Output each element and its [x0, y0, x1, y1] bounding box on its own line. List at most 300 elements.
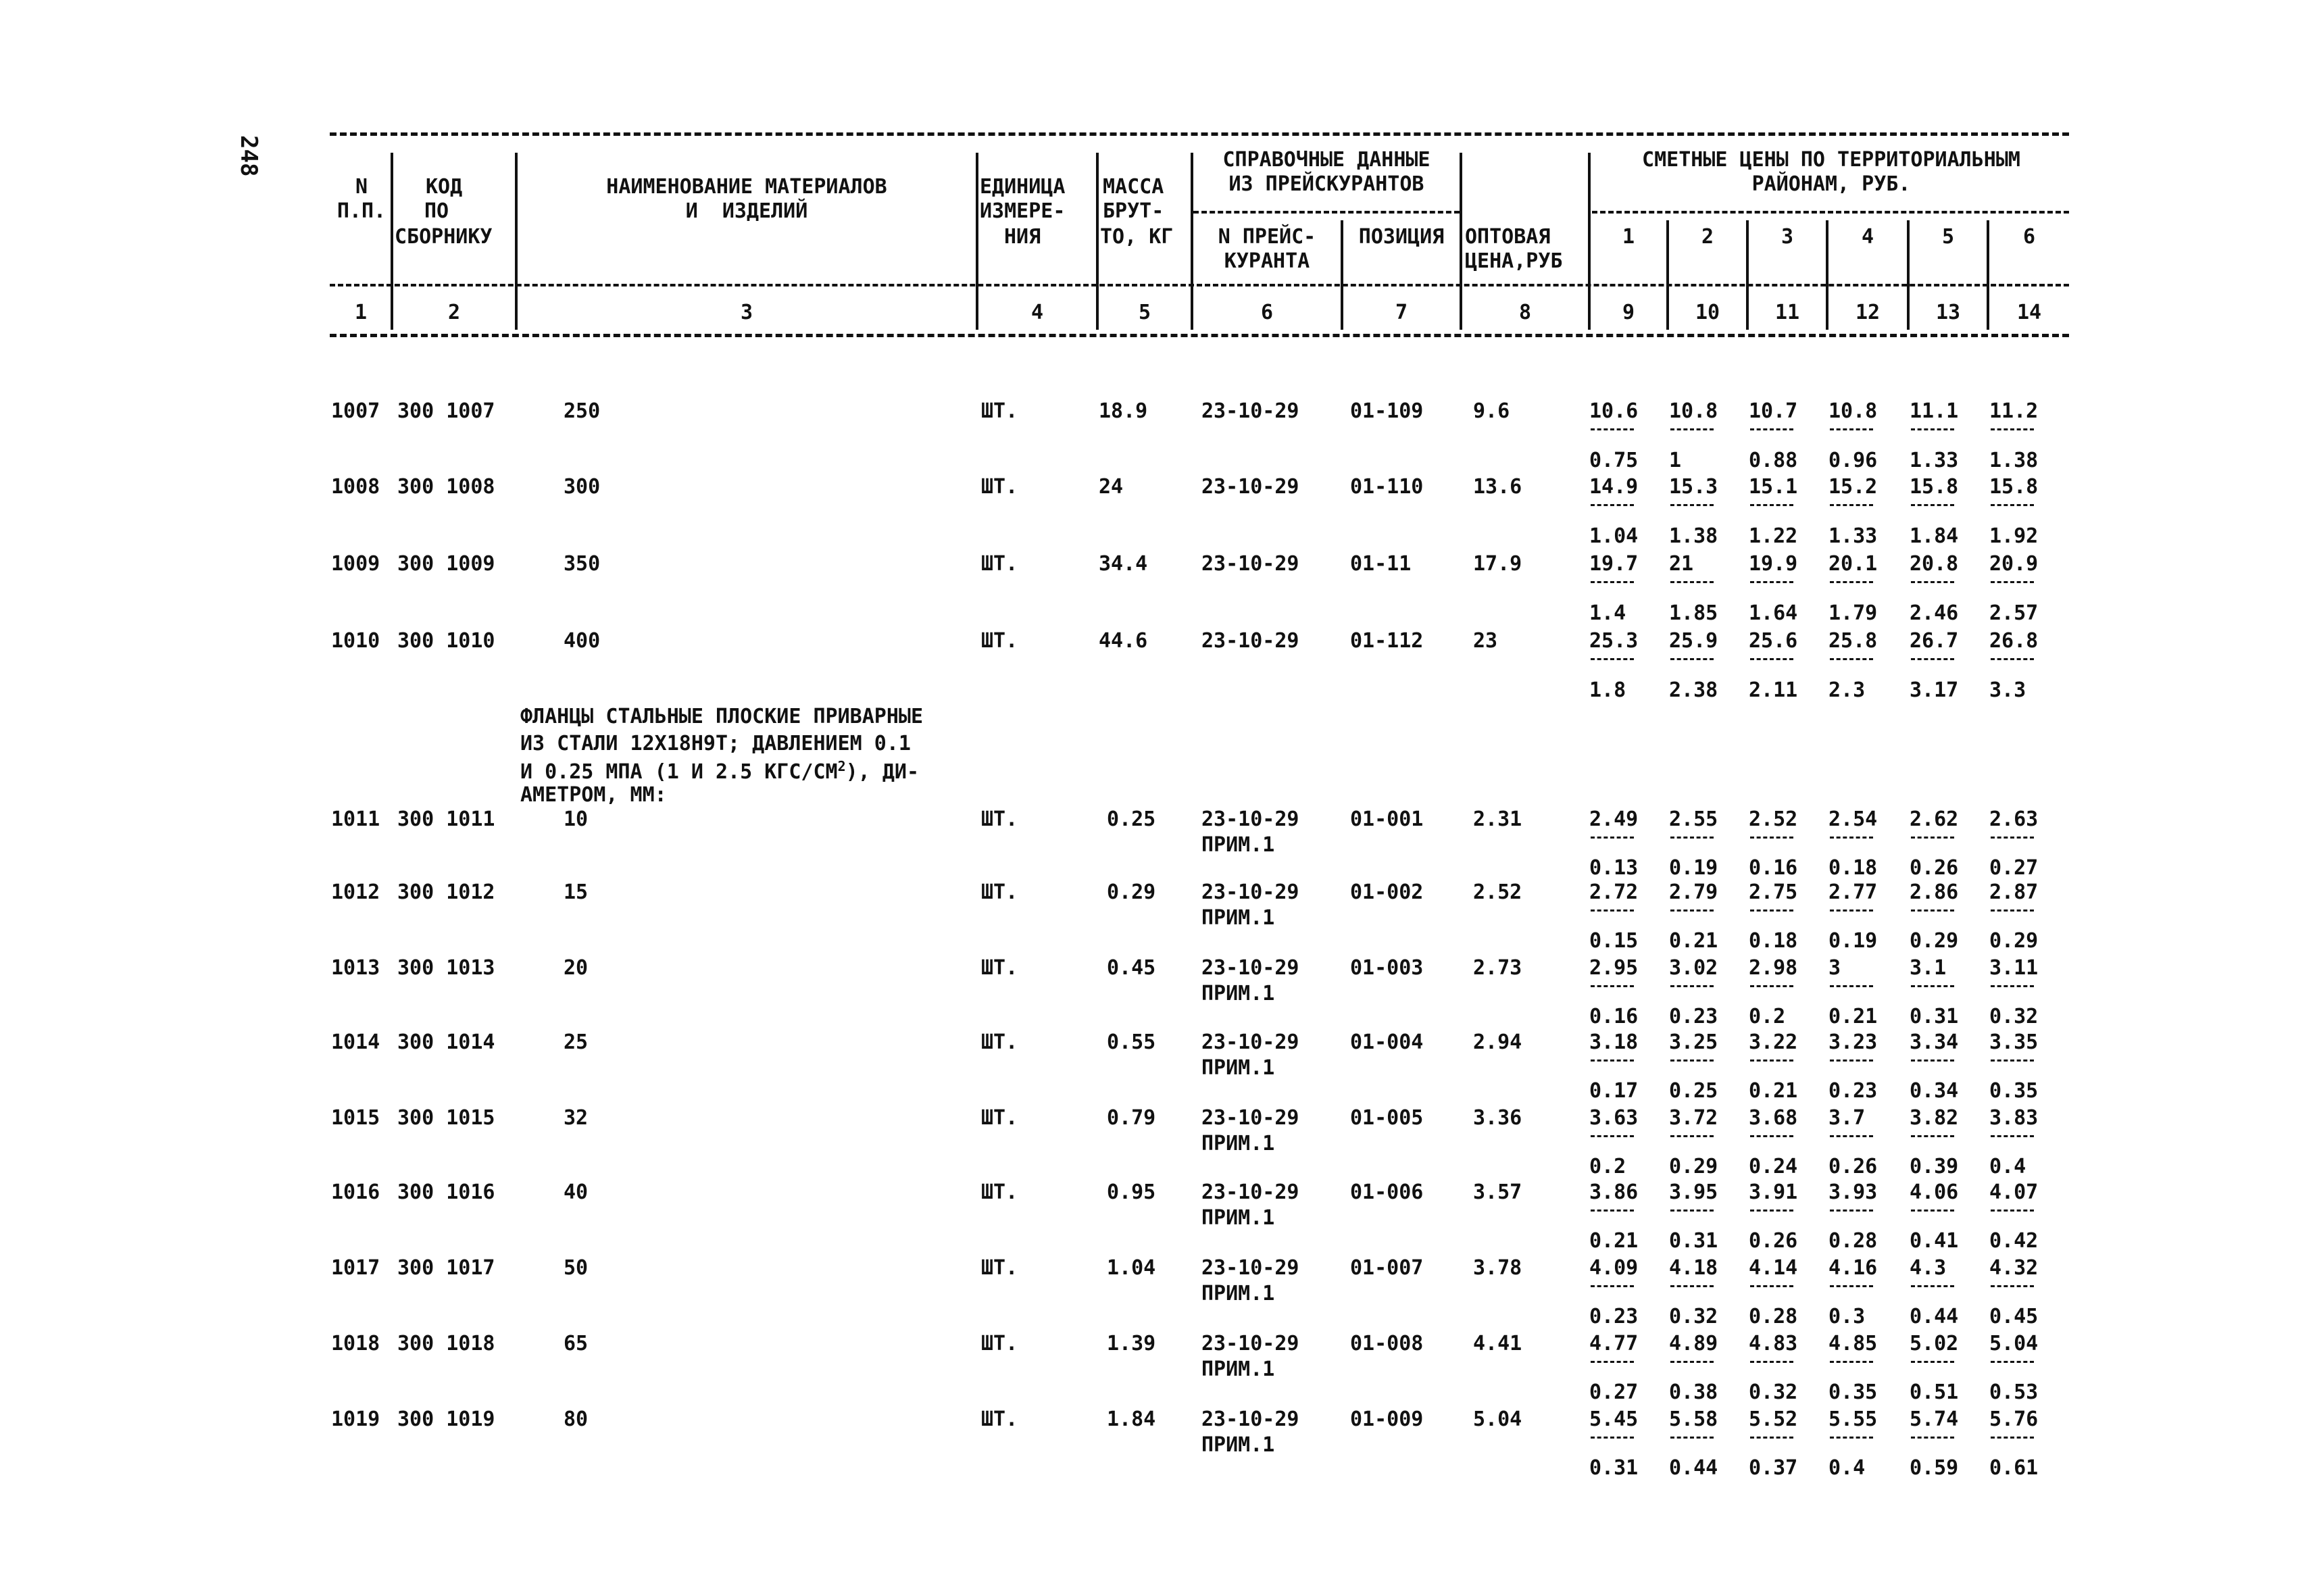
row-region-price: 5.45	[1589, 1407, 1639, 1431]
row-region-transport: 0.26	[1749, 1228, 1798, 1253]
fraction-bar	[1911, 428, 1954, 430]
row-region-transport: 0.16	[1749, 855, 1798, 880]
row-note: ПРИМ.1	[1201, 1132, 1275, 1155]
hdr-region-5: 5	[1941, 225, 1955, 249]
fraction-bar	[1911, 504, 1954, 506]
fraction-bar	[1750, 1361, 1793, 1363]
row-region-transport: 0.19	[1828, 928, 1878, 953]
row-mass: 44.6	[1099, 629, 1148, 653]
row-unit: ШТ.	[981, 1332, 1018, 1355]
row-region-transport: 1.33	[1828, 524, 1878, 548]
row-pricelist: 23-10-29	[1201, 1332, 1299, 1355]
colnum-12: 12	[1855, 301, 1881, 324]
row-region-transport: 0.53	[1989, 1380, 2039, 1404]
row-region-price: 2.86	[1910, 880, 1959, 904]
row-region-transport: 0.4	[1989, 1154, 2026, 1178]
section-title-line-3	[520, 759, 919, 782]
row-region-transport: 1.8	[1589, 678, 1626, 702]
fraction-bar	[1750, 837, 1793, 839]
row-position: 01-008	[1350, 1332, 1424, 1355]
section-title-line-2: ИЗ СТАЛИ 12Х18Н9Т; ДАВЛЕНИЕМ 0.1	[520, 732, 911, 755]
row-pricelist: 23-10-29	[1201, 1180, 1299, 1204]
fraction-bar	[1991, 1437, 2034, 1439]
row-region-price: 21	[1669, 552, 1694, 576]
row-pricelist: 23-10-29	[1201, 399, 1299, 423]
row-number: 1007	[331, 399, 380, 423]
row-mass: 18.9	[1099, 399, 1148, 423]
fraction-bar	[1750, 428, 1793, 430]
row-region-price: 4.32	[1989, 1256, 2039, 1280]
fraction-bar	[1911, 1437, 1954, 1439]
section-title-line-3-tail: ), ДИ-	[845, 760, 920, 784]
row-unit: ШТ.	[981, 956, 1018, 980]
row-region-price: 2.79	[1669, 880, 1718, 904]
row-region-transport: 0.31	[1910, 1004, 1959, 1028]
row-region-transport: 0.27	[1589, 1380, 1639, 1404]
row-region-price: 4.07	[1989, 1180, 2039, 1204]
row-region-price: 25.6	[1749, 629, 1798, 653]
fraction-bar	[1750, 1437, 1793, 1439]
fraction-bar	[1911, 1285, 1954, 1287]
row-region-transport: 0.34	[1910, 1078, 1959, 1103]
row-region-price: 3.35	[1989, 1030, 2039, 1054]
row-region-price: 2.77	[1828, 880, 1878, 904]
row-region-transport: 0.37	[1749, 1455, 1798, 1480]
row-mass: 0.25	[1107, 807, 1156, 831]
hdr-code-2: ПО	[424, 199, 449, 223]
row-region-price: 2.55	[1669, 807, 1718, 831]
row-pricelist: 23-10-29	[1201, 1407, 1299, 1431]
row-number: 1019	[331, 1407, 380, 1431]
row-position: 01-001	[1350, 807, 1424, 831]
row-region-price: 3.23	[1828, 1030, 1878, 1054]
page-number: 248	[235, 135, 262, 177]
hdr-region-3: 3	[1781, 225, 1794, 249]
row-region-price: 11.1	[1910, 399, 1959, 423]
hdr-n: N	[355, 175, 368, 199]
row-region-transport: 1.38	[1989, 448, 2039, 472]
fraction-bar	[1750, 1285, 1793, 1287]
fraction-bar	[1991, 1285, 2034, 1287]
row-name: 350	[564, 552, 601, 576]
row-region-transport: 0.44	[1910, 1304, 1959, 1328]
row-region-price: 3.95	[1669, 1180, 1718, 1204]
row-mass: 0.29	[1107, 880, 1156, 904]
fraction-bar	[1991, 1361, 2034, 1363]
hdr-pp: П.П.	[337, 199, 387, 223]
fraction-bar	[1750, 909, 1793, 912]
row-region-transport: 0.18	[1828, 855, 1878, 880]
row-position: 01-112	[1350, 629, 1424, 653]
fraction-bar	[1911, 837, 1954, 839]
row-region-price: 2.98	[1749, 956, 1798, 980]
fraction-bar	[1750, 504, 1793, 506]
row-pricelist: 23-10-29	[1201, 1256, 1299, 1280]
row-number: 1009	[331, 552, 380, 576]
row-region-transport: 2.46	[1910, 601, 1959, 625]
row-region-price: 20.8	[1910, 552, 1959, 576]
row-region-transport: 0.59	[1910, 1455, 1959, 1480]
fraction-bar	[1991, 909, 2034, 912]
row-region-price: 3.63	[1589, 1106, 1639, 1130]
row-region-price: 5.52	[1749, 1407, 1798, 1431]
row-region-transport: 1	[1669, 448, 1682, 472]
row-position: 01-110	[1350, 475, 1424, 499]
row-wholesale-price: 9.6	[1473, 399, 1510, 423]
row-region-transport: 2.11	[1749, 678, 1798, 702]
row-region-price: 2.52	[1749, 807, 1798, 831]
fraction-bar	[1591, 909, 1634, 912]
row-region-price: 15.8	[1989, 475, 2039, 499]
row-code: 300 1009	[397, 552, 495, 576]
colnum-3: 3	[740, 301, 753, 324]
row-number: 1016	[331, 1180, 380, 1204]
fraction-bar	[1991, 428, 2034, 430]
row-code: 300 1016	[397, 1180, 495, 1204]
row-region-price: 3	[1828, 956, 1841, 980]
fraction-bar	[1991, 581, 2034, 583]
hdr-mass-3: ТО, КГ	[1100, 225, 1174, 249]
row-position: 01-004	[1350, 1030, 1424, 1054]
colnum-14: 14	[2016, 301, 2042, 324]
row-code: 300 1014	[397, 1030, 495, 1054]
fraction-bar	[1750, 985, 1793, 987]
row-mass: 1.04	[1107, 1256, 1156, 1280]
row-region-price: 4.14	[1749, 1256, 1798, 1280]
hdr-price-2: ЦЕНА,РУБ	[1465, 249, 1563, 273]
section-title-line-1: ФЛАНЦЫ СТАЛЬНЫЕ ПЛОСКИЕ ПРИВАРНЫЕ	[520, 705, 924, 728]
row-region-price: 4.18	[1669, 1256, 1718, 1280]
row-mass: 1.84	[1107, 1407, 1156, 1431]
fraction-bar	[1991, 1135, 2034, 1137]
row-region-price: 20.1	[1828, 552, 1878, 576]
row-number: 1018	[331, 1332, 380, 1355]
hdr-unit-1: ЕДИНИЦА	[980, 175, 1066, 199]
fraction-bar	[1591, 1210, 1634, 1212]
fraction-bar	[1911, 581, 1954, 583]
row-region-price: 15.8	[1910, 475, 1959, 499]
fraction-bar	[1670, 837, 1714, 839]
row-region-transport: 0.21	[1828, 1004, 1878, 1028]
colnum-6: 6	[1260, 301, 1274, 324]
hdr-prices-2: РАЙОНАМ, РУБ.	[1751, 172, 1911, 196]
row-pricelist: 23-10-29	[1201, 956, 1299, 980]
row-region-transport: 1.4	[1589, 601, 1626, 625]
row-region-price: 3.34	[1910, 1030, 1959, 1054]
fraction-bar	[1591, 985, 1634, 987]
row-region-price: 5.58	[1669, 1407, 1718, 1431]
row-region-transport: 0.4	[1828, 1455, 1866, 1480]
row-code: 300 1018	[397, 1332, 495, 1355]
row-region-price: 2.62	[1910, 807, 1959, 831]
fraction-bar	[1670, 1285, 1714, 1287]
row-name: 250	[564, 399, 601, 423]
row-name: 20	[564, 956, 589, 980]
row-region-transport: 0.45	[1989, 1304, 2039, 1328]
fraction-bar	[1591, 1059, 1634, 1062]
row-region-price: 3.1	[1910, 956, 1947, 980]
hdr-code-3: СБОРНИКУ	[395, 225, 493, 249]
row-note: ПРИМ.1	[1201, 982, 1275, 1005]
fraction-bar	[1911, 1135, 1954, 1137]
hdr-prices-1: СМЕТНЫЕ ЦЕНЫ ПО ТЕРРИТОРИАЛЬНЫМ	[1642, 148, 2020, 172]
row-region-transport: 1.38	[1669, 524, 1718, 548]
row-region-transport: 0.32	[1669, 1304, 1718, 1328]
row-position: 01-007	[1350, 1256, 1424, 1280]
fraction-bar	[1830, 985, 1873, 987]
hdr-code-1: КОД	[426, 175, 463, 199]
row-wholesale-price: 17.9	[1473, 552, 1522, 576]
row-region-price: 10.8	[1828, 399, 1878, 423]
row-number: 1008	[331, 475, 380, 499]
row-region-transport: 0.51	[1910, 1380, 1959, 1404]
row-region-price: 3.22	[1749, 1030, 1798, 1054]
row-number: 1017	[331, 1256, 380, 1280]
row-region-transport: 0.27	[1989, 855, 2039, 880]
row-region-transport: 0.2	[1589, 1154, 1626, 1178]
row-region-transport: 0.38	[1669, 1380, 1718, 1404]
row-mass: 0.95	[1107, 1180, 1156, 1204]
fraction-bar	[1670, 504, 1714, 506]
row-wholesale-price: 3.36	[1473, 1106, 1522, 1130]
row-name: 32	[564, 1106, 589, 1130]
row-name: 400	[564, 629, 601, 653]
row-region-price: 4.06	[1910, 1180, 1959, 1204]
fraction-bar	[1991, 504, 2034, 506]
row-region-transport: 0.21	[1589, 1228, 1639, 1253]
fraction-bar	[1670, 909, 1714, 912]
row-region-transport: 0.2	[1749, 1004, 1786, 1028]
row-region-price: 4.85	[1828, 1332, 1878, 1355]
row-region-transport: 0.23	[1589, 1304, 1639, 1328]
fraction-bar	[1750, 581, 1793, 583]
colnum-10: 10	[1695, 301, 1720, 324]
row-region-transport: 0.28	[1749, 1304, 1798, 1328]
row-region-price: 2.87	[1989, 880, 2039, 904]
row-note: ПРИМ.1	[1201, 1357, 1275, 1381]
row-mass: 34.4	[1099, 552, 1148, 576]
row-number: 1015	[331, 1106, 380, 1130]
colnum-11: 11	[1774, 301, 1800, 324]
row-region-price: 5.55	[1828, 1407, 1878, 1431]
row-region-transport: 0.75	[1589, 448, 1639, 472]
row-wholesale-price: 5.04	[1473, 1407, 1522, 1431]
row-mass: 0.45	[1107, 956, 1156, 980]
row-region-price: 3.72	[1669, 1106, 1718, 1130]
row-pricelist: 23-10-29	[1201, 629, 1299, 653]
fraction-bar	[1670, 1135, 1714, 1137]
fraction-bar	[1591, 1135, 1634, 1137]
colnum-8: 8	[1518, 301, 1532, 324]
row-region-price: 15.3	[1669, 475, 1718, 499]
row-region-price: 3.11	[1989, 956, 2039, 980]
section-title-line-3-text: И 0.25 МПА (1 И 2.5 КГС/СМ	[520, 760, 838, 784]
row-region-price: 3.82	[1910, 1106, 1959, 1130]
row-code: 300 1011	[397, 807, 495, 831]
colnum-4: 4	[1030, 301, 1044, 324]
row-position: 01-009	[1350, 1407, 1424, 1431]
row-name: 15	[564, 880, 589, 904]
fraction-bar	[1911, 985, 1954, 987]
row-wholesale-price: 2.31	[1473, 807, 1522, 831]
fraction-bar	[1670, 1437, 1714, 1439]
row-pricelist: 23-10-29	[1201, 1106, 1299, 1130]
row-region-transport: 0.16	[1589, 1004, 1639, 1028]
fraction-bar	[1750, 658, 1793, 660]
fraction-bar	[1670, 985, 1714, 987]
row-region-transport: 2.57	[1989, 601, 2039, 625]
hdr-unit-3: НИЯ	[1004, 225, 1041, 249]
hdr-ref-1: СПРАВОЧНЫЕ ДАННЫЕ	[1222, 148, 1430, 172]
fraction-bar	[1830, 1437, 1873, 1439]
row-wholesale-price: 13.6	[1473, 475, 1522, 499]
row-region-price: 5.76	[1989, 1407, 2039, 1431]
row-region-transport: 1.92	[1989, 524, 2039, 548]
colnum-13: 13	[1935, 301, 1961, 324]
row-region-transport: 0.32	[1749, 1380, 1798, 1404]
row-region-price: 14.9	[1589, 475, 1639, 499]
row-mass: 1.39	[1107, 1332, 1156, 1355]
row-position: 01-002	[1350, 880, 1424, 904]
row-unit: ШТ.	[981, 1030, 1018, 1054]
row-region-transport: 0.3	[1828, 1304, 1866, 1328]
row-pricelist: 23-10-29	[1201, 552, 1299, 576]
row-note: ПРИМ.1	[1201, 1206, 1275, 1230]
hdr-pricelist-1: N ПРЕЙС-	[1218, 225, 1316, 249]
row-region-transport: 0.18	[1749, 928, 1798, 953]
row-region-transport: 0.19	[1669, 855, 1718, 880]
hdr-name-1: НАИМЕНОВАНИЕ МАТЕРИАЛОВ	[606, 175, 887, 199]
row-mass: 24	[1099, 475, 1124, 499]
row-region-price: 10.7	[1749, 399, 1798, 423]
row-region-transport: 0.17	[1589, 1078, 1639, 1103]
row-name: 300	[564, 475, 601, 499]
row-code: 300 1019	[397, 1407, 495, 1431]
colnum-1: 1	[354, 301, 368, 324]
row-region-price: 25.3	[1589, 629, 1639, 653]
row-region-transport: 0.15	[1589, 928, 1639, 953]
fraction-bar	[1670, 1210, 1714, 1212]
row-region-transport: 3.17	[1910, 678, 1959, 702]
fraction-bar	[1830, 837, 1873, 839]
row-wholesale-price: 4.41	[1473, 1332, 1522, 1355]
row-region-price: 2.95	[1589, 956, 1639, 980]
colnum-9: 9	[1622, 301, 1635, 324]
row-position: 01-109	[1350, 399, 1424, 423]
row-region-transport: 0.96	[1828, 448, 1878, 472]
row-code: 300 1013	[397, 956, 495, 980]
row-unit: ШТ.	[981, 552, 1018, 576]
row-region-price: 3.18	[1589, 1030, 1639, 1054]
fraction-bar	[1591, 1285, 1634, 1287]
row-unit: ШТ.	[981, 1407, 1018, 1431]
row-region-price: 4.83	[1749, 1332, 1798, 1355]
fraction-bar	[1670, 1361, 1714, 1363]
row-pricelist: 23-10-29	[1201, 1030, 1299, 1054]
row-wholesale-price: 3.78	[1473, 1256, 1522, 1280]
row-region-transport: 2.3	[1828, 678, 1866, 702]
row-position: 01-006	[1350, 1180, 1424, 1204]
row-region-price: 3.7	[1828, 1106, 1866, 1130]
row-mass: 0.79	[1107, 1106, 1156, 1130]
row-region-transport: 0.61	[1989, 1455, 2039, 1480]
fraction-bar	[1991, 837, 2034, 839]
row-code: 300 1007	[397, 399, 495, 423]
fraction-bar	[1591, 658, 1634, 660]
row-region-price: 4.89	[1669, 1332, 1718, 1355]
row-region-transport: 0.21	[1669, 928, 1718, 953]
hdr-region-4: 4	[1861, 225, 1874, 249]
row-region-price: 10.6	[1589, 399, 1639, 423]
row-name: 40	[564, 1180, 589, 1204]
row-unit: ШТ.	[981, 399, 1018, 423]
fraction-bar	[1991, 658, 2034, 660]
row-code: 300 1012	[397, 880, 495, 904]
fraction-bar	[1830, 909, 1873, 912]
row-region-price: 5.02	[1910, 1332, 1959, 1355]
row-region-transport: 0.44	[1669, 1455, 1718, 1480]
fraction-bar	[1830, 1059, 1873, 1062]
row-position: 01-003	[1350, 956, 1424, 980]
row-note: ПРИМ.1	[1201, 1282, 1275, 1305]
row-region-transport: 0.41	[1910, 1228, 1959, 1253]
row-region-transport: 0.13	[1589, 855, 1639, 880]
row-region-price: 2.72	[1589, 880, 1639, 904]
row-name: 80	[564, 1407, 589, 1431]
row-mass: 0.55	[1107, 1030, 1156, 1054]
fraction-bar	[1750, 1059, 1793, 1062]
section-title-line-4: АМЕТРОМ, ММ:	[520, 783, 667, 807]
hdr-price-1: ОПТОВАЯ	[1465, 225, 1551, 249]
row-region-transport: 1.79	[1828, 601, 1878, 625]
row-region-transport: 1.04	[1589, 524, 1639, 548]
hdr-pricelist-2: КУРАНТА	[1224, 249, 1310, 273]
fraction-bar	[1911, 909, 1954, 912]
row-region-transport: 0.31	[1669, 1228, 1718, 1253]
fraction-bar	[1750, 1210, 1793, 1212]
section-title-superscript: 2	[837, 758, 846, 774]
fraction-bar	[1591, 1361, 1634, 1363]
hdr-region-6: 6	[2022, 225, 2036, 249]
row-region-price: 4.77	[1589, 1332, 1639, 1355]
row-region-transport: 0.26	[1910, 855, 1959, 880]
row-region-transport: 0.88	[1749, 448, 1798, 472]
row-region-transport: 0.23	[1669, 1004, 1718, 1028]
fraction-bar	[1750, 1135, 1793, 1137]
fraction-bar	[1670, 581, 1714, 583]
row-unit: ШТ.	[981, 1256, 1018, 1280]
row-note: ПРИМ.1	[1201, 906, 1275, 930]
colnum-5: 5	[1138, 301, 1151, 324]
row-unit: ШТ.	[981, 880, 1018, 904]
row-region-price: 2.49	[1589, 807, 1639, 831]
row-number: 1012	[331, 880, 380, 904]
hdr-name-2: И ИЗДЕЛИЙ	[685, 199, 808, 223]
row-region-price: 15.2	[1828, 475, 1878, 499]
fraction-bar	[1830, 1361, 1873, 1363]
fraction-bar	[1991, 1210, 2034, 1212]
row-region-price: 3.25	[1669, 1030, 1718, 1054]
row-note: ПРИМ.1	[1201, 1433, 1275, 1457]
row-wholesale-price: 2.94	[1473, 1030, 1522, 1054]
row-code: 300 1017	[397, 1256, 495, 1280]
row-region-price: 10.8	[1669, 399, 1718, 423]
row-region-transport: 3.3	[1989, 678, 2026, 702]
row-number: 1010	[331, 629, 380, 653]
row-number: 1013	[331, 956, 380, 980]
row-unit: ШТ.	[981, 807, 1018, 831]
row-position: 01-11	[1350, 552, 1412, 576]
